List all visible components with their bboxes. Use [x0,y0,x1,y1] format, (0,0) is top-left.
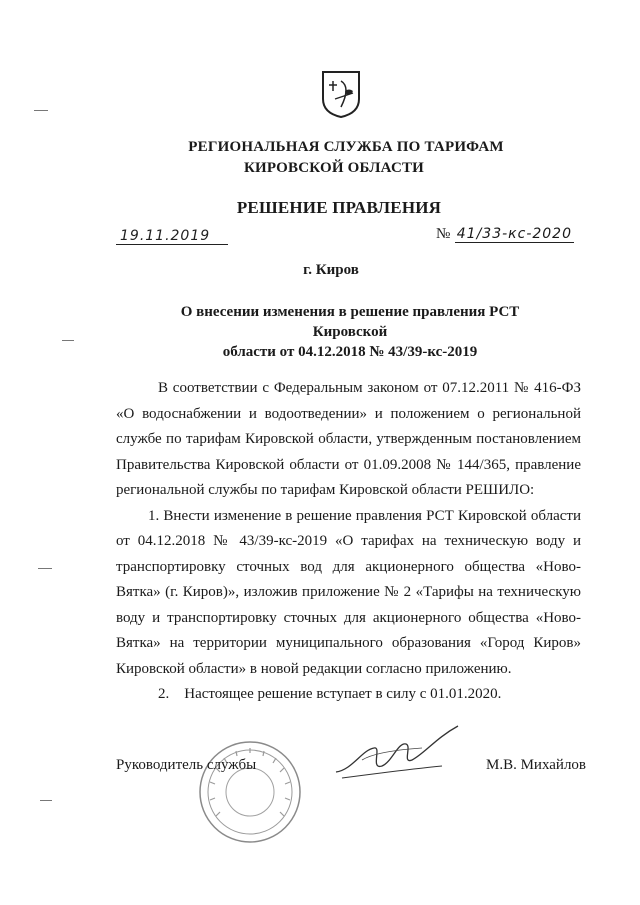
document-number [436,226,574,243]
official-seal-icon [196,738,304,846]
margin-mark [40,800,52,801]
handwritten-signature-icon [332,720,462,790]
org-name-line1: РЕГИОНАЛЬНАЯ СЛУЖБА ПО ТАРИФАМ [188,139,504,155]
item-2-text: Настоящее решение вступает в силу с 01.01.2020. [184,686,502,702]
subject-line1: О внесении изменения в решение правления РСТ Кировской [180,304,520,340]
margin-mark [38,568,52,569]
signatory-name: М.В. Михайлов [486,757,587,773]
number-value: 41/33-кс-2020 [456,226,572,242]
item-1-paragraph: 1. Внести изменение в решение правления РСТ Кировской области от 04.12.2018 № 43/39-кс-2019 «О тарифах на техническую воду и транспортировку сточных вод для акционерного общества «Ново-Вятка» (г. Киров)», изложив приложение № 2 «Тарифы на техническую воду и транспортировку сточных для акционерного общества «Ново-Вятка» на территории муниципального образования «Город Киров» Кировской области» в новой редакции согласно приложению. [116,507,581,677]
subject-line2: области от 04.12.2018 № 43/39-кс-2019 [222,344,478,360]
org-name-line2: КИРОВСКОЙ ОБЛАСТИ [243,160,425,176]
preamble-paragraph: В соответствии с Федеральным законом от 07.12.2011 № 416-ФЗ «О водоснабжении и водоотведении» и положением о региональной службе по тарифам Кировской области, утвержденным постановлением Правительства Кировской области от 01.09.2008 № 144/365, правление региональной службы по тарифам Кировской области РЕШИЛО: [116,380,581,498]
margin-mark [34,110,48,111]
signatory-position: Руководитель службы [116,757,257,773]
document-subject [150,302,550,362]
city: г. Киров [303,262,359,278]
document-body [116,376,581,708]
margin-mark [62,340,74,341]
number-sign: № [436,226,451,242]
document-type: РЕШЕНИЕ ПРАВЛЕНИЯ [236,198,442,217]
item-2-paragraph [116,682,581,708]
coat-of-arms-icon [321,69,361,119]
document-date: 19.11.2019 [116,228,228,245]
item-2-number: 2. [158,686,170,702]
